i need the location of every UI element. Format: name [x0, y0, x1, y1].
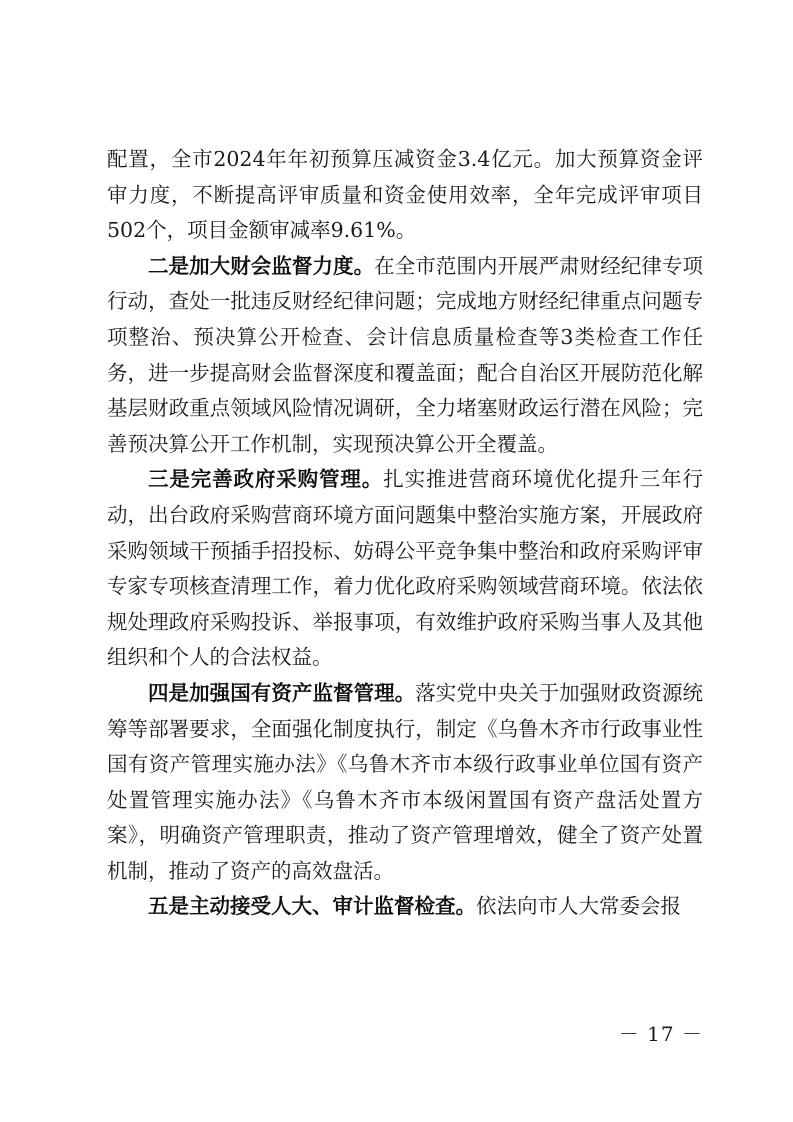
body-text — [107, 142, 703, 925]
paragraph-lead: 二是加大财会监督力度。 — [148, 253, 375, 278]
paragraph-government-procurement — [107, 462, 703, 676]
paragraph-lead: 三是完善政府采购管理。 — [148, 467, 384, 492]
paragraph-audit-supervision — [107, 889, 703, 925]
page-number: － 17 － — [618, 1022, 703, 1046]
paragraph-lead: 五是主动接受人大、审计监督检查。 — [148, 894, 476, 919]
paragraph-text: 落实党中央关于加强财政资源统筹等部署要求，全面强化制度执行，制定《乌鲁木齐市行政事业性国有资产管理实施办法》《乌鲁木齐市本级行政事业单位国有资产处置管理实施办法》《乌鲁木齐市本级闲置国有资产盘活处置方案》，明确资产管理职责，推动了资产管理增效，健全了资产处置机制，推动了资产的高效盘活。 — [107, 680, 703, 883]
paragraph-budget-continuation — [107, 142, 703, 249]
paragraph-text: 扎实推进营商环境优化提升三年行动，出台政府采购营商环境方面问题集中整治实施方案，开展政府采购领域干预插手招投标、妨碍公平竞争集中整治和政府采购评审专家专项核查清理工作，着力优化政府采购领域营商环境。依法依规处理政府采购投诉、举报事项，有效维护政府采购当事人及其他组织和个人的合法权益。 — [107, 467, 704, 670]
paragraph-state-assets — [107, 676, 703, 890]
paragraph-text: 在全市范围内开展严肃财经纪律专项行动，查处一批违反财经纪律问题；完成地方财经纪律重点问题专项整治、预决算公开检查、会计信息质量检查等3类检查工作任务，进一步提高财会监督深度和覆盖面；配合自治区开展防范化解基层财政重点领域风险情况调研，全力堵塞财政运行潜在风险；完善预决算公开工作机制，实现预决算公开全覆盖。 — [107, 253, 704, 456]
paragraph-financial-supervision — [107, 249, 703, 463]
paragraph-lead: 四是加强国有资产监督管理。 — [148, 680, 416, 705]
paragraph-text: 配置，全市2024年年初预算压减资金3.4亿元。加大预算资金评审力度，不断提高评审质量和资金使用效率，全年完成评审项目502个，项目金额审减率9.61%。 — [107, 147, 703, 243]
paragraph-text: 依法向市人大常委会报 — [476, 894, 681, 919]
